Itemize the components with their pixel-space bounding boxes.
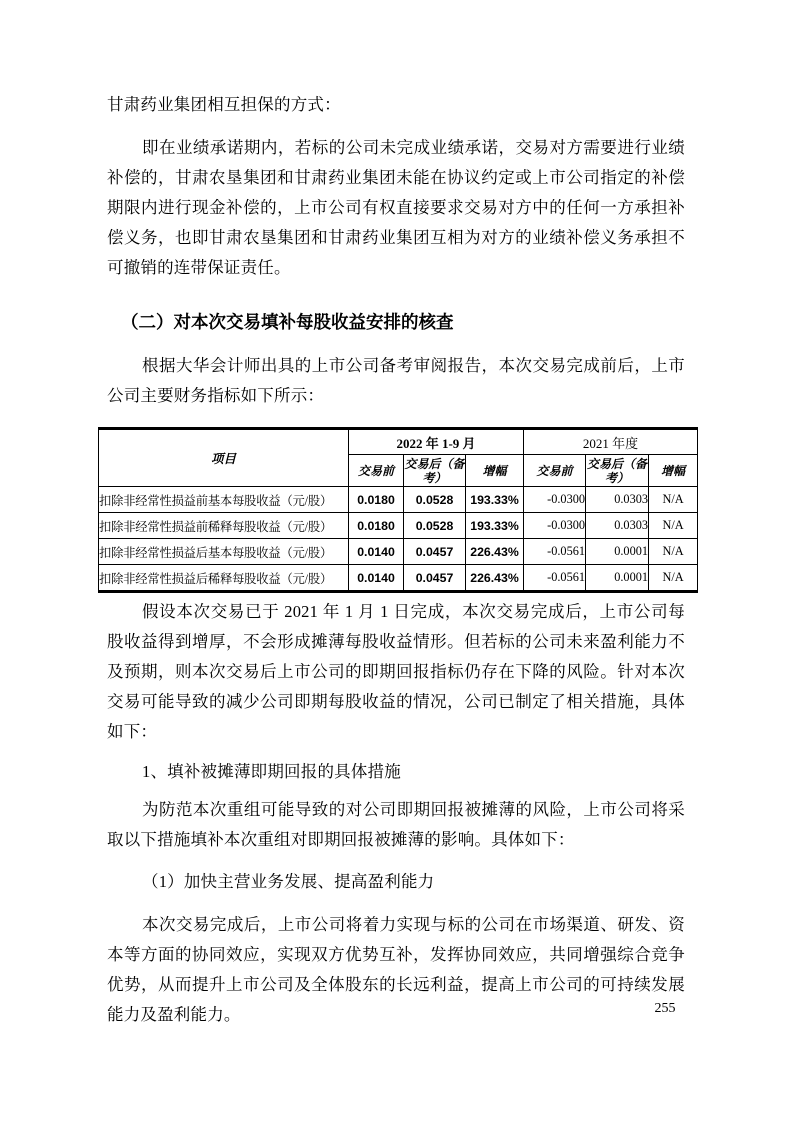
- paragraph-assumption: 假设本次交易已于 2021 年 1 月 1 日完成，本次交易完成后，上市公司每股收益得到增厚，不会形成摊薄每股收益情形。但若标的公司未来盈利能力不及预期，则本次交易后上市公司的即期回报指标仍存在下降的风险。针对本次交易可能导致的减少公司即期每股收益的情况，公司已制定了相关措施，具体如下：: [107, 602, 685, 741]
- cell-2021-post: 0.0303: [586, 487, 649, 513]
- column-header-2022-growth: 增幅: [466, 455, 524, 487]
- cell-2022-post: 0.0457: [404, 539, 466, 565]
- list-item-develop-business: （1）加快主营业务发展、提高盈利能力: [142, 872, 435, 891]
- cell-2021-growth: N/A: [649, 487, 698, 513]
- cell-2021-growth: N/A: [649, 539, 698, 565]
- cell-2022-growth: 193.33%: [466, 513, 524, 539]
- section-heading: （二）对本次交易填补每股收益安排的核查: [121, 312, 454, 332]
- eps-metrics-table: [98, 427, 698, 593]
- column-header-2021-post: 交易后（备考）: [587, 456, 648, 485]
- cell-2021-pre: -0.0300: [524, 513, 586, 539]
- column-group-2021: 2021 年度: [524, 429, 698, 455]
- cell-2022-growth: 193.33%: [466, 487, 524, 513]
- column-header-2021-growth: 增幅: [649, 455, 698, 487]
- cell-2022-pre: 0.0180: [349, 487, 404, 513]
- cell-2021-post: 0.0303: [586, 513, 649, 539]
- table-header-row-groups: [99, 429, 698, 455]
- column-header-2021-pre: 交易前: [524, 455, 586, 487]
- paragraph-prevent-dilution: 为防范本次重组可能导致的对公司即期回报被摊薄的风险，上市公司将采取以下措施填补本次重组对即期回报被摊薄的影响。具体如下：: [107, 800, 685, 849]
- column-header-2022-post: 交易后（备考）: [404, 456, 465, 485]
- page-number: 255: [654, 1001, 676, 1016]
- paragraph-report-intro: 根据大华会计师出具的上市公司备考审阅报告，本次交易完成前后，上市公司主要财务指标如下所示：: [107, 356, 685, 405]
- column-header-item: 项目: [99, 429, 349, 487]
- cell-2022-pre: 0.0140: [349, 565, 404, 592]
- table-row: [99, 565, 698, 592]
- table-row: [99, 487, 698, 513]
- page-content: [98, 90, 697, 1030]
- column-header-2022-pre: 交易前: [349, 455, 404, 487]
- row-label: 扣除非经常性损益前基本每股收益（元/股）: [99, 487, 349, 513]
- cell-2022-post: 0.0528: [404, 513, 466, 539]
- list-item-measures: 1、填补被摊薄即期回报的具体措施: [142, 762, 401, 781]
- cell-2022-growth: 226.43%: [466, 565, 524, 592]
- cell-2022-pre: 0.0140: [349, 539, 404, 565]
- cell-2021-pre: -0.0561: [524, 539, 586, 565]
- table-row: [99, 513, 698, 539]
- cell-2022-post: 0.0457: [404, 565, 466, 592]
- cell-2021-growth: N/A: [649, 513, 698, 539]
- column-group-2022: 2022 年 1-9 月: [349, 429, 524, 455]
- row-label: 扣除非经常性损益后基本每股收益（元/股）: [99, 539, 349, 565]
- row-label: 扣除非经常性损益后稀释每股收益（元/股）: [99, 565, 349, 592]
- cell-2021-pre: -0.0561: [524, 565, 586, 592]
- cell-2021-post: 0.0001: [586, 539, 649, 565]
- row-label: 扣除非经常性损益前稀释每股收益（元/股）: [99, 513, 349, 539]
- cell-2021-pre: -0.0300: [524, 487, 586, 513]
- paragraph-guarantee-intro: 甘肃药业集团相互担保的方式：: [107, 95, 341, 114]
- cell-2021-growth: N/A: [649, 565, 698, 592]
- cell-2022-pre: 0.0180: [349, 513, 404, 539]
- paragraph-synergy: 本次交易完成后，上市公司将着力实现与标的公司在市场渠道、研发、资本等方面的协同效应，实现双方优势互补，发挥协同效应，共同增强综合竞争优势，从而提升上市公司及全体股东的长远利益，提高上市公司的可持续发展能力及盈利能力。: [107, 915, 685, 1024]
- table-row: [99, 539, 698, 565]
- cell-2022-post: 0.0528: [404, 487, 466, 513]
- cell-2021-post: 0.0001: [586, 565, 649, 592]
- paragraph-performance-commitment: 即在业绩承诺期内，若标的公司未完成业绩承诺，交易对方需要进行业绩补偿的，甘肃农垦集团和甘肃药业集团未能在协议约定或上市公司指定的补偿期限内进行现金补偿的，上市公司有权直接要求交易对方中的任何一方承担补偿义务，也即甘肃农垦集团和甘肃药业集团互相为对方的业绩补偿义务承担不可撤销的连带保证责任。: [107, 138, 685, 277]
- cell-2022-growth: 226.43%: [466, 539, 524, 565]
